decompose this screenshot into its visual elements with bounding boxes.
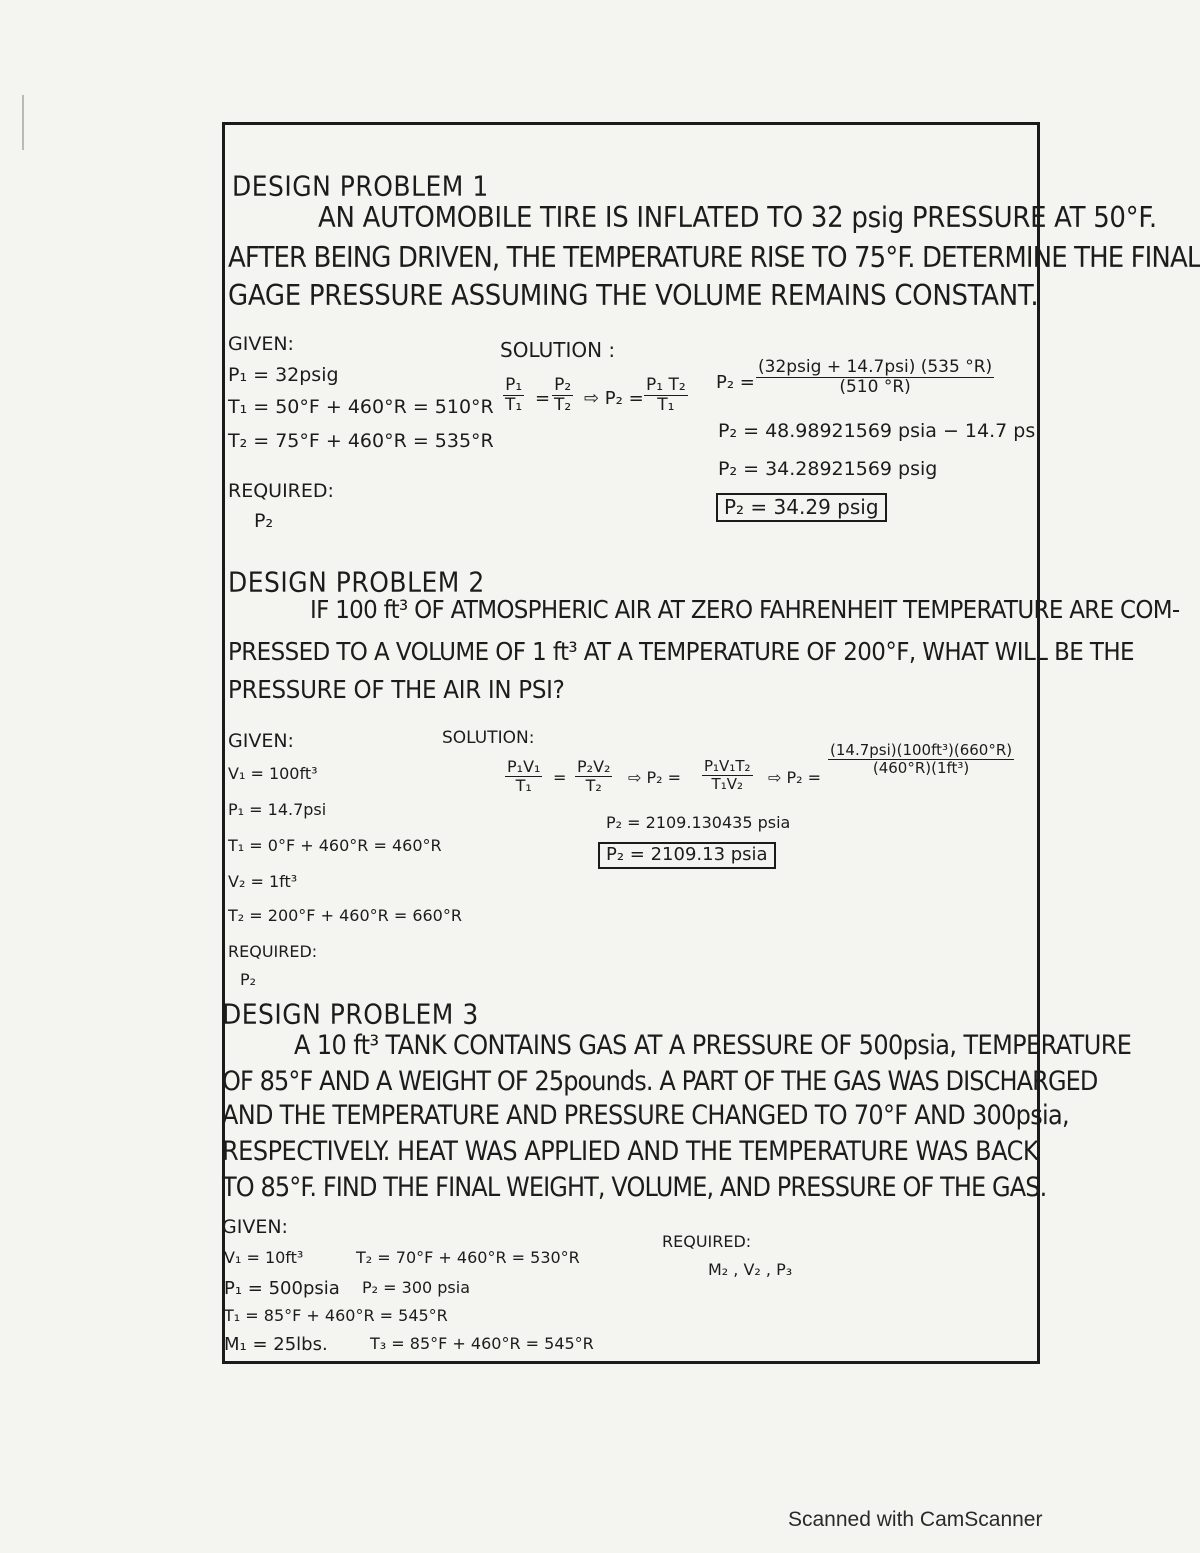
problem2-given-t2: T₂ = 200°F + 460°R = 660°R xyxy=(228,906,462,925)
page-edge-mark xyxy=(22,95,24,150)
problem1-title: DESIGN PROBLEM 1 xyxy=(232,169,489,203)
problem2-required-value: P₂ xyxy=(240,970,257,989)
problem3-given-t2: T₂ = 70°F + 460°R = 530°R xyxy=(356,1248,580,1267)
problem2-given-label: GIVEN: xyxy=(228,730,294,752)
eq-denominator: T₂ xyxy=(585,775,602,795)
problem1-eq2-frac xyxy=(756,358,994,396)
problem2-given-p1: P₁ = 14.7psi xyxy=(228,800,327,819)
eq-numerator: P₁V₁ xyxy=(507,757,541,776)
problem1-given-p1: P₁ = 32psig xyxy=(228,364,339,386)
problem2-answer-box: P₂ = 2109.13 psia xyxy=(598,842,776,869)
problem3-statement-line5: TO 85°F. FIND THE FINAL WEIGHT, VOLUME, AND PRESSURE OF THE GAS. xyxy=(222,1171,1047,1203)
problem3-given-p1: P₁ = 500psia xyxy=(224,1278,340,1299)
problem1-given-label: GIVEN: xyxy=(228,333,294,355)
problem1-given-t1: T₁ = 50°F + 460°R = 510°R xyxy=(228,396,494,418)
problem3-title: DESIGN PROBLEM 3 xyxy=(222,997,479,1031)
problem1-answer-box: P₂ = 34.29 psig xyxy=(716,493,887,522)
problem3-statement-line3: AND THE TEMPERATURE AND PRESSURE CHANGED TO 70°F AND 300psia, xyxy=(222,1099,1069,1131)
problem2-eq1-frac1 xyxy=(505,758,542,794)
problem1-statement-line3: GAGE PRESSURE ASSUMING THE VOLUME REMAINS CONSTANT. xyxy=(228,279,1039,313)
problem1-solution-label: SOLUTION : xyxy=(500,338,616,362)
problem1-statement-line2: AFTER BEING DRIVEN, THE TEMPERATURE RISE TO 75°F. DETERMINE THE FINAL xyxy=(228,241,1200,275)
problem3-given-t1: T₁ = 85°F + 460°R = 545°R xyxy=(224,1306,448,1325)
problem1-eq1-frac3 xyxy=(644,376,688,414)
problem1-step2: P₂ = 34.28921569 psig xyxy=(718,458,938,480)
problem2-eq1-arrow: ⇨ P₂ = xyxy=(628,768,682,787)
eq-numerator: P₂V₂ xyxy=(577,757,611,776)
problem1-eq1-frac1 xyxy=(503,376,524,414)
problem2-eq1-frac2 xyxy=(575,758,612,794)
problem3-given-m1: M₁ = 25lbs. xyxy=(224,1334,328,1355)
problem3-required-label: REQUIRED: xyxy=(662,1232,752,1251)
problem2-given-t1: T₁ = 0°F + 460°R = 460°R xyxy=(228,836,442,855)
problem1-required-value: P₂ xyxy=(254,510,274,532)
problem1-step1: P₂ = 48.98921569 psia − 14.7 psi xyxy=(718,420,1041,442)
eq-denominator: T₂ xyxy=(554,394,572,415)
problem2-statement-line1: IF 100 ft³ OF ATMOSPHERIC AIR AT ZERO FAHRENHEIT TEMPERATURE ARE COM- xyxy=(310,595,1180,625)
eq-denominator: T₁ xyxy=(515,775,532,795)
problem2-required-label: REQUIRED: xyxy=(228,942,318,961)
problem3-given-t3: T₃ = 85°F + 460°R = 545°R xyxy=(370,1334,594,1353)
eq-denominator: T₁ xyxy=(657,394,675,415)
problem1-given-t2: T₂ = 75°F + 460°R = 535°R xyxy=(228,430,494,452)
problem1-eq1-arrow: ⇨ P₂ = xyxy=(584,388,644,409)
problem2-statement-line3: PRESSURE OF THE AIR IN PSI? xyxy=(228,675,565,705)
eq-denominator: (510 °R) xyxy=(839,376,911,397)
problem1-statement-line1: AN AUTOMOBILE TIRE IS INFLATED TO 32 psig PRESSURE AT 50°F. xyxy=(318,201,1157,235)
eq-numerator: (32psig + 14.7psi) (535 °R) xyxy=(758,357,993,377)
eq-denominator: T₁V₂ xyxy=(711,774,743,793)
problem1-eq1-frac2 xyxy=(552,376,573,414)
problem1-eq1-equals: = xyxy=(535,388,551,409)
scanner-watermark: Scanned with CamScanner xyxy=(788,1508,1043,1531)
problem1-required-label: REQUIRED: xyxy=(228,480,334,502)
problem2-eq1-equals: = xyxy=(553,768,567,787)
problem1-eq2-lhs: P₂ = xyxy=(716,372,755,393)
problem3-required-value: M₂ , V₂ , P₃ xyxy=(708,1260,793,1279)
eq-denominator: (460°R)(1ft³) xyxy=(872,758,970,777)
eq-numerator: (14.7psi)(100ft³)(660°R) xyxy=(830,741,1013,759)
problem2-eq1-frac3 xyxy=(702,758,753,792)
problem2-step1: P₂ = 2109.130435 psia xyxy=(606,813,791,832)
problem3-given-label: GIVEN: xyxy=(222,1216,288,1238)
problem3-given-v1: V₁ = 10ft³ xyxy=(224,1248,304,1267)
eq-numerator: P₁ T₂ xyxy=(646,375,686,395)
eq-denominator: T₁ xyxy=(505,394,523,415)
problem2-given-v2: V₂ = 1ft³ xyxy=(228,872,298,891)
problem2-solution-label: SOLUTION: xyxy=(442,728,535,748)
problem2-given-v1: V₁ = 100ft³ xyxy=(228,764,318,783)
problem3-statement-line1: A 10 ft³ TANK CONTAINS GAS AT A PRESSURE OF 500psia, TEMPERATURE xyxy=(294,1029,1132,1061)
eq-numerator: P₁ xyxy=(505,375,523,395)
problem3-statement-line4: RESPECTIVELY. HEAT WAS APPLIED AND THE TEMPERATURE WAS BACK xyxy=(222,1135,1039,1167)
problem2-eq1-arrow2: ⇨ P₂ = xyxy=(768,768,822,787)
problem3-given-p2: P₂ = 300 psia xyxy=(362,1278,471,1297)
eq-numerator: P₂ xyxy=(554,375,572,395)
problem2-statement-line2: PRESSED TO A VOLUME OF 1 ft³ AT A TEMPERATURE OF 200°F, WHAT WILL BE THE xyxy=(228,637,1134,667)
problem3-statement-line2: OF 85°F AND A WEIGHT OF 25pounds. A PART OF THE GAS WAS DISCHARGED xyxy=(222,1065,1098,1097)
problem2-title: DESIGN PROBLEM 2 xyxy=(228,565,485,599)
eq-numerator: P₁V₁T₂ xyxy=(704,757,751,775)
problem2-eq1-frac4 xyxy=(828,742,1014,776)
